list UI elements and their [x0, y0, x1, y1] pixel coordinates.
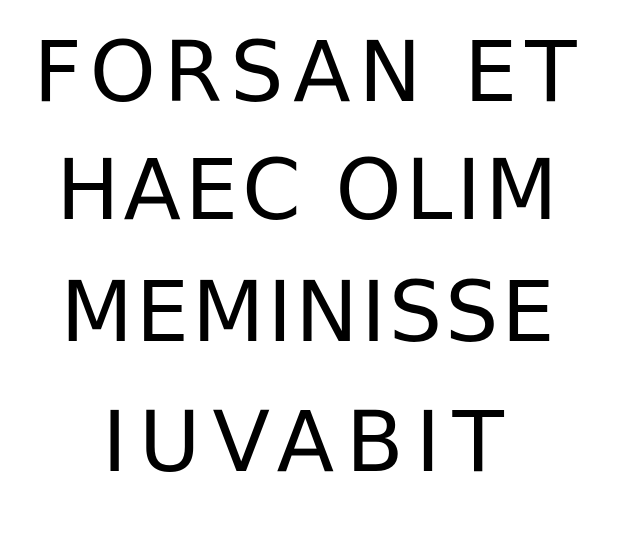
quote-line-4: IUVABIT: [102, 393, 516, 491]
quote-line-1: FORSAN ET: [33, 23, 585, 121]
quote-line-3: MEMINISSE: [60, 263, 558, 361]
quote-line-2: HAEC OLIM: [56, 141, 562, 239]
